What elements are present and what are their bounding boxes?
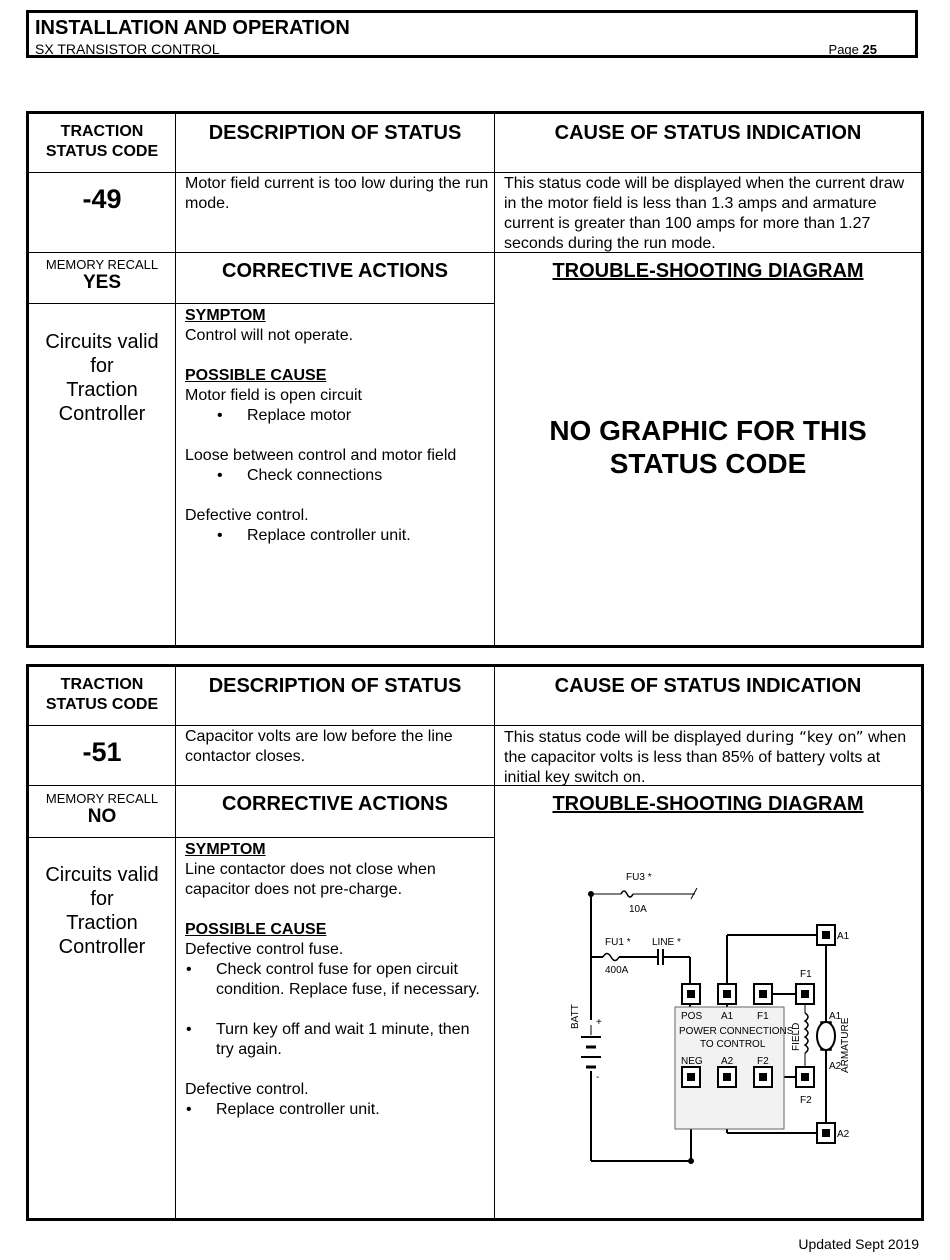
status-description: Capacitor volts are low before the line contactor closes. bbox=[185, 728, 453, 765]
possible-cause-1-action-a: • Check control fuse for open circuit condition. Replace fuse, if necessary. bbox=[216, 960, 491, 1000]
possible-cause-label: POSSIBLE CAUSE bbox=[185, 921, 327, 938]
svg-text:F1: F1 bbox=[800, 969, 812, 980]
possible-cause-2: Defective control. bbox=[185, 1081, 309, 1098]
troubleshooting-diagram-header: TROUBLE-SHOOTING DIAGRAM bbox=[552, 260, 864, 282]
memory-recall bbox=[29, 257, 175, 294]
page-header bbox=[26, 10, 918, 58]
status-description: Motor field current is too low during the run mode. bbox=[185, 175, 489, 212]
possible-cause-3: Defective control. bbox=[185, 507, 309, 524]
symptom-text: Line contactor does not close when capacitor does not pre-charge. bbox=[185, 861, 436, 898]
status-block-49 bbox=[26, 111, 924, 648]
svg-text:A1: A1 bbox=[837, 931, 850, 942]
corrective-actions-body bbox=[185, 306, 491, 546]
svg-text:A2: A2 bbox=[829, 1061, 842, 1072]
svg-text:F2: F2 bbox=[800, 1095, 812, 1106]
possible-cause-label: POSSIBLE CAUSE bbox=[185, 367, 327, 384]
memory-recall bbox=[29, 791, 175, 828]
document-title: INSTALLATION AND OPERATION bbox=[35, 17, 350, 39]
memory-recall-label: MEMORY RECALL bbox=[45, 257, 159, 272]
svg-text:NEG: NEG bbox=[681, 1056, 703, 1067]
possible-cause-1: Defective control fuse. bbox=[185, 941, 344, 958]
document-subtitle: SX TRANSISTOR CONTROL bbox=[35, 41, 220, 57]
svg-text:A2: A2 bbox=[837, 1129, 850, 1140]
wiring-diagram bbox=[495, 837, 921, 1221]
footer-updated: Updated Sept 2019 bbox=[798, 1236, 919, 1252]
circuits-valid-note: Circuits valid for Traction Controller bbox=[45, 331, 159, 425]
svg-text:FU1 *: FU1 * bbox=[605, 937, 631, 948]
description-column-header: DESCRIPTION OF STATUS bbox=[208, 122, 462, 144]
status-cause: This status code will be displayed when the current draw in the motor field is less than 1.3 amps and armature current is greater than 100 amps for more than 1.27 seconds during the run mode. bbox=[504, 175, 905, 252]
svg-text:A1: A1 bbox=[721, 1011, 734, 1022]
possible-cause-1-action-b: • Turn key off and wait 1 minute, then try again. bbox=[216, 1020, 491, 1060]
memory-recall-label: MEMORY RECALL bbox=[45, 791, 159, 806]
code-column-header: TRACTION STATUS CODE bbox=[45, 123, 159, 160]
svg-text:A1: A1 bbox=[829, 1011, 842, 1022]
svg-text:LINE *: LINE * bbox=[652, 937, 681, 948]
page-number-value: 25 bbox=[862, 42, 877, 57]
possible-cause-2-action: • Replace controller unit. bbox=[216, 1100, 491, 1120]
troubleshooting-diagram-header: TROUBLE-SHOOTING DIAGRAM bbox=[552, 793, 864, 815]
symptom-label: SYMPTOM bbox=[185, 841, 266, 858]
svg-text:TO CONTROL: TO CONTROL bbox=[700, 1039, 766, 1050]
symptom-label: SYMPTOM bbox=[185, 307, 266, 324]
description-column-header: DESCRIPTION OF STATUS bbox=[208, 675, 462, 697]
possible-cause-1: Motor field is open circuit bbox=[185, 387, 362, 404]
svg-text:F1: F1 bbox=[757, 1011, 769, 1022]
status-cause: This status code will be displayed during “key on” when the capacitor volts is less than 85% of battery volts at initial key switch on. bbox=[504, 728, 907, 786]
svg-text:BATT: BATT bbox=[570, 1004, 581, 1029]
svg-text:FIELD: FIELD bbox=[791, 1022, 802, 1051]
svg-text:POS: POS bbox=[681, 1011, 703, 1022]
memory-recall-value: YES bbox=[82, 272, 122, 293]
svg-text:A2: A2 bbox=[721, 1056, 734, 1067]
svg-text:400A: 400A bbox=[605, 965, 629, 976]
svg-text:POWER CONNECTIONS: POWER CONNECTIONS bbox=[679, 1026, 794, 1037]
svg-text:ARMATURE: ARMATURE bbox=[840, 1017, 851, 1073]
cause-column-header: CAUSE OF STATUS INDICATION bbox=[554, 675, 862, 697]
page-number bbox=[829, 42, 877, 57]
no-graphic-notice: NO GRAPHIC FOR THIS STATUS CODE bbox=[549, 415, 867, 479]
status-code: -51 bbox=[82, 737, 122, 767]
page-label: Page bbox=[828, 42, 859, 57]
corrective-actions-header: CORRECTIVE ACTIONS bbox=[222, 260, 448, 282]
corrective-actions-header: CORRECTIVE ACTIONS bbox=[222, 793, 448, 815]
svg-text:10A: 10A bbox=[629, 904, 647, 915]
code-column-header: TRACTION STATUS CODE bbox=[45, 676, 159, 713]
possible-cause-3-action: • Replace controller unit. bbox=[247, 526, 491, 546]
status-code: -49 bbox=[82, 184, 122, 214]
circuits-valid-note: Circuits valid for Traction Controller bbox=[45, 864, 159, 958]
possible-cause-1-action: • Replace motor bbox=[247, 406, 491, 426]
symptom-text: Control will not operate. bbox=[185, 327, 354, 344]
memory-recall-value: NO bbox=[87, 806, 117, 827]
svg-text:-: - bbox=[596, 1072, 600, 1083]
svg-text:F2: F2 bbox=[757, 1056, 769, 1067]
svg-text:+: + bbox=[596, 1017, 602, 1028]
possible-cause-2-action: • Check connections bbox=[247, 466, 491, 486]
corrective-actions-body bbox=[185, 840, 491, 1120]
possible-cause-2: Loose between control and motor field bbox=[185, 447, 457, 464]
status-block-51 bbox=[26, 664, 924, 1221]
cause-column-header: CAUSE OF STATUS INDICATION bbox=[554, 122, 862, 144]
svg-text:FU3 *: FU3 * bbox=[626, 872, 652, 883]
